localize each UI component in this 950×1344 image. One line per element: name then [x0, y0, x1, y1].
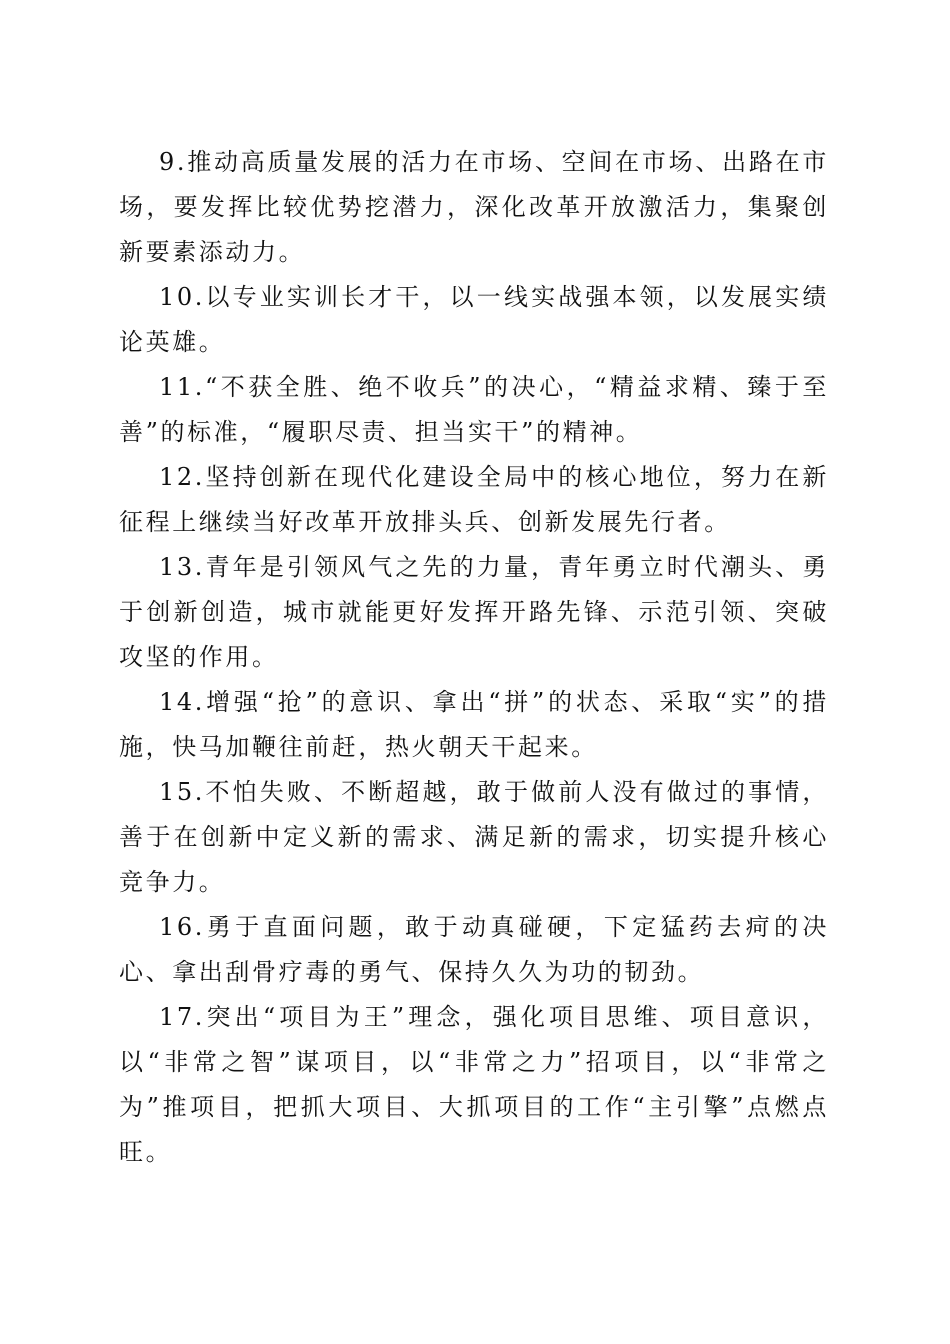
paragraph-17: 17.突出“项目为王”理念，强化项目思维、项目意识，以“非常之智”谋项目，以“非常之力”招项目，以“非常之为”推项目，把抓大项目、大抓项目的工作“主引擎”点燃点旺。	[119, 1003, 829, 1166]
paragraph-12: 12.坚持创新在现代化建设全局中的核心地位，努力在新征程上继续当好改革开放排头兵、创新发展先行者。	[119, 463, 829, 536]
paragraph-10: 10.以专业实训长才干，以一线实战强本领，以发展实绩论英雄。	[119, 283, 829, 356]
document-body	[119, 140, 829, 1175]
paragraph-9: 9.推动高质量发展的活力在市场、空间在市场、出路在市场，要发挥比较优势挖潜力，深化改革开放激活力，集聚创新要素添动力。	[119, 148, 829, 266]
paragraph-11: 11.“不获全胜、绝不收兵”的决心，“精益求精、臻于至善”的标准，“履职尽责、担当实干”的精神。	[119, 373, 829, 446]
paragraph-15: 15.不怕失败、不断超越，敢于做前人没有做过的事情，善于在创新中定义新的需求、满足新的需求，切实提升核心竞争力。	[119, 778, 829, 896]
paragraph-16: 16.勇于直面问题，敢于动真碰硬，下定猛药去疴的决心、拿出刮骨疗毒的勇气、保持久久为功的韧劲。	[119, 913, 829, 986]
paragraph-13: 13.青年是引领风气之先的力量，青年勇立时代潮头、勇于创新创造，城市就能更好发挥开路先锋、示范引领、突破攻坚的作用。	[119, 553, 829, 671]
paragraph-14: 14.增强“抢”的意识、拿出“拼”的状态、采取“实”的措施，快马加鞭往前赶，热火朝天干起来。	[119, 688, 829, 761]
